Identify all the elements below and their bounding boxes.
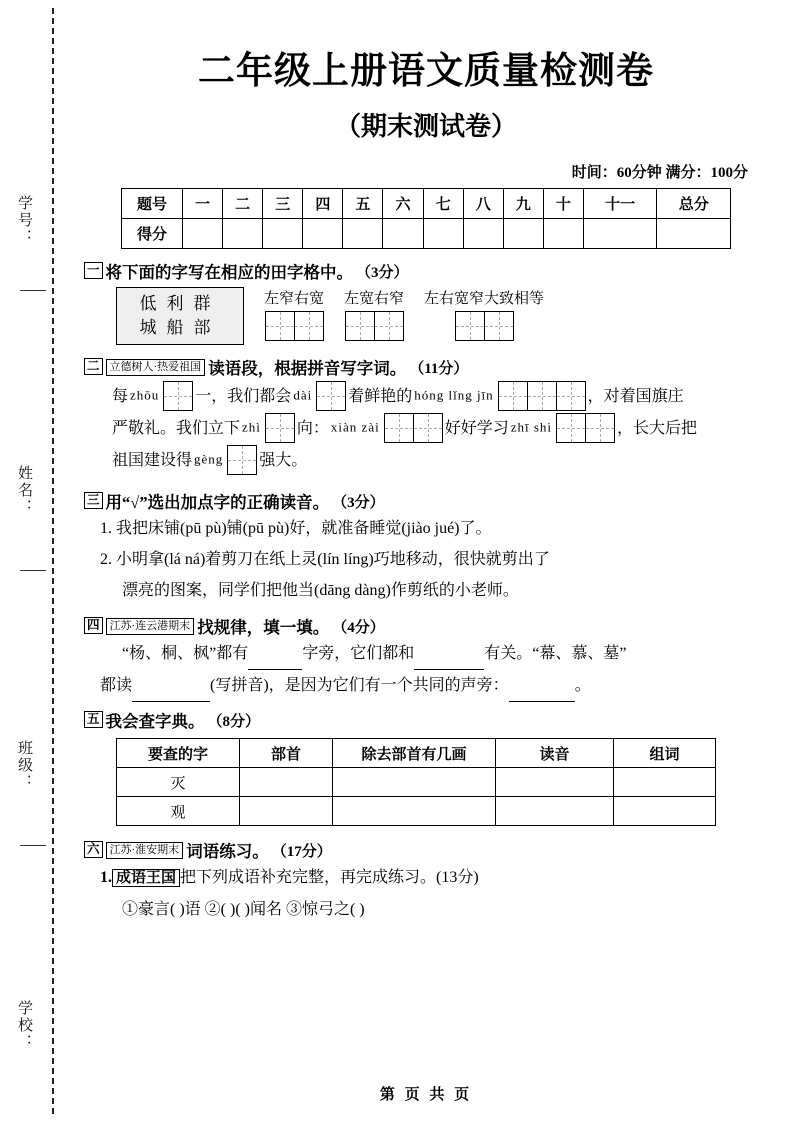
- answer-grid[interactable]: [227, 445, 257, 475]
- section-header-2: [70, 355, 782, 379]
- pinyin-label: dài: [293, 387, 313, 403]
- text-fragment: 每: [112, 388, 129, 405]
- score-cell[interactable]: [503, 219, 543, 249]
- score-table-row-header: 题号: [122, 189, 183, 219]
- section-title-1: 将下面的字写在相应的田字格中。: [105, 263, 354, 282]
- pinyin-label: gèng: [194, 451, 224, 467]
- text-fragment: 强大。: [259, 452, 308, 469]
- score-cell[interactable]: [343, 219, 383, 249]
- score-table-col: 二: [223, 189, 263, 219]
- answer-grid[interactable]: [556, 413, 615, 443]
- section-title-3: 用“√”选出加点字的正确读音。: [105, 493, 330, 512]
- tianzige-cell[interactable]: [498, 381, 528, 411]
- section-number-2: 二: [84, 358, 103, 375]
- section-header-5: [70, 708, 782, 732]
- dict-answer-cell[interactable]: [614, 797, 716, 826]
- sidebar-item-school: 学校：: [16, 1000, 32, 1051]
- sidebar-divider: [20, 290, 46, 291]
- text-fragment: ，对着国旗庄: [587, 388, 684, 405]
- sub-question-index: 1.: [100, 869, 112, 886]
- pinyin-answer-unit[interactable]: [242, 413, 295, 443]
- tianzige-cell[interactable]: [556, 381, 586, 411]
- section-header-1: [70, 259, 782, 283]
- tianzige-cell[interactable]: [163, 381, 193, 411]
- pinyin-answer-unit[interactable]: [293, 381, 346, 411]
- tianzige-cell[interactable]: [265, 413, 295, 443]
- score-table-col: 六: [383, 189, 423, 219]
- score-cell[interactable]: [543, 219, 583, 249]
- dict-char-cell: 观: [117, 797, 240, 826]
- score-table-col: 四: [303, 189, 343, 219]
- question-4-line-2[interactable]: [70, 670, 782, 702]
- question-3-1[interactable]: 1. 我把床铺(pū pù)铺(pū pù)好，就准备睡觉(jiào jué)了。: [100, 520, 492, 537]
- char: 低: [139, 294, 167, 313]
- structure-label: 左右宽窄大致相等: [424, 291, 545, 307]
- pinyin-line-2: [110, 413, 782, 443]
- text-fragment: 有关。“幕、慕、墓”: [484, 645, 627, 662]
- char: 城: [139, 318, 167, 337]
- pinyin-line-3: [110, 445, 782, 475]
- section-header-3: [70, 489, 782, 513]
- pinyin-label: zhī shi: [510, 419, 553, 435]
- sidebar-item-class: 班级：: [16, 740, 32, 791]
- section-points-5: （8分）: [207, 713, 261, 730]
- score-table: [121, 188, 731, 249]
- question-3-2[interactable]: 2. 小明拿(lá ná)着剪刀在纸上灵(lín líng)巧地移动，很快就剪出了: [100, 551, 550, 568]
- section-title-4: 找规律，填一填。: [197, 618, 330, 637]
- pinyin-answer-unit[interactable]: [414, 381, 585, 411]
- score-table-row-header: 得分: [122, 219, 183, 249]
- score-cell[interactable]: [583, 219, 656, 249]
- section-header-4: [70, 614, 782, 638]
- dict-answer-cell[interactable]: [496, 768, 614, 797]
- structure-label: 左宽右窄: [344, 291, 405, 307]
- exam-content: [70, 0, 782, 1122]
- text-fragment: “杨、桐、枫”都有: [122, 645, 249, 662]
- text-fragment: ，长大后把: [617, 420, 698, 437]
- score-table-col: 总分: [657, 189, 731, 219]
- answer-grid[interactable]: [163, 381, 193, 411]
- section-header-6: [70, 838, 782, 862]
- score-cell[interactable]: [223, 219, 263, 249]
- page-footer: 第 页 共 页: [379, 1087, 473, 1103]
- sidebar-divider: [20, 845, 46, 846]
- score-cell[interactable]: [423, 219, 463, 249]
- char: 利: [166, 294, 194, 313]
- score-table-col: 十: [543, 189, 583, 219]
- structure-group-1: [264, 287, 324, 341]
- answer-blank[interactable]: [414, 638, 484, 670]
- dict-col-header: 部首: [240, 739, 333, 768]
- tianzige-cell[interactable]: [345, 311, 375, 341]
- score-table-col: 一: [183, 189, 223, 219]
- tianzige-cell[interactable]: [374, 311, 404, 341]
- text-fragment: 着鲜艳的: [348, 388, 413, 405]
- table-row: [122, 189, 731, 219]
- section-points-3: （3分）: [332, 494, 385, 511]
- page-subtitle: （期末测试卷）: [334, 112, 517, 141]
- tianzige-cell[interactable]: [413, 413, 443, 443]
- answer-blank[interactable]: [509, 670, 575, 702]
- dict-answer-cell[interactable]: [614, 768, 716, 797]
- char: 群: [193, 294, 221, 313]
- text-fragment: 把下列成语补充完整，再完成练习。(13分): [180, 869, 479, 886]
- pinyin-label: zhì: [242, 419, 261, 435]
- dict-answer-cell[interactable]: [496, 797, 614, 826]
- answer-grid[interactable]: [265, 311, 324, 341]
- section-number-4: 四: [84, 617, 103, 634]
- score-cell[interactable]: [657, 219, 731, 249]
- text-fragment: 一，我们都会: [195, 388, 292, 405]
- dict-answer-cell[interactable]: [240, 768, 333, 797]
- section-number-5: 五: [84, 711, 103, 728]
- sidebar-item-name: 姓名：: [16, 465, 32, 516]
- tianzige-cell[interactable]: [316, 381, 346, 411]
- dict-col-header: 读音: [496, 739, 614, 768]
- section-tag-2: 立德树人·热爱祖国: [106, 359, 206, 376]
- text-fragment: 向：: [296, 420, 329, 437]
- answer-blank[interactable]: [248, 638, 302, 670]
- text-fragment: 字旁，它们都和: [302, 645, 415, 662]
- pinyin-answer-unit[interactable]: [511, 413, 615, 443]
- score-table-col: 五: [343, 189, 383, 219]
- table-row: [117, 739, 716, 768]
- tianzige-cell[interactable]: [294, 311, 324, 341]
- table-row: [122, 219, 731, 249]
- section-1-body: [70, 287, 782, 345]
- section-title-6: 词语练习。: [186, 842, 269, 861]
- section-number-1: 一: [84, 262, 103, 279]
- score-cell[interactable]: [303, 219, 343, 249]
- score-table-col: 七: [423, 189, 463, 219]
- sidebar: [6, 0, 52, 1122]
- score-cell[interactable]: [183, 219, 223, 249]
- tianzige-cell[interactable]: [484, 311, 514, 341]
- section-tag-4: 江苏·连云港期末: [106, 618, 195, 635]
- dict-col-header: 组词: [614, 739, 716, 768]
- text-fragment: 严敬礼。我们立下: [112, 420, 241, 437]
- section-points-1: （3分）: [356, 264, 409, 281]
- answer-grid[interactable]: [455, 311, 514, 341]
- dict-answer-cell[interactable]: [240, 797, 333, 826]
- question-3-2-cont[interactable]: 漂亮的图案，同学们把他当(dāng dàng)作剪纸的小老师。: [122, 582, 519, 599]
- section-number-3: 三: [84, 492, 103, 509]
- answer-grid[interactable]: [498, 381, 586, 411]
- structure-group-3: [424, 287, 544, 341]
- dictionary-table: [116, 738, 716, 826]
- tianzige-cell[interactable]: [527, 381, 557, 411]
- answer-grid[interactable]: [316, 381, 346, 411]
- section-points-6: （17分）: [271, 843, 332, 860]
- score-cell[interactable]: [263, 219, 303, 249]
- section-2-body: [70, 381, 782, 475]
- cut-line: [52, 8, 54, 1114]
- tianzige-cell[interactable]: [585, 413, 615, 443]
- character-list: [116, 287, 244, 345]
- score-table-col: 九: [503, 189, 543, 219]
- text-fragment: 。: [574, 677, 591, 694]
- char: 船: [166, 318, 194, 337]
- score-cell[interactable]: [383, 219, 423, 249]
- pinyin-answer-unit[interactable]: [130, 381, 193, 411]
- char: 部: [193, 318, 221, 337]
- pinyin-label: zhōu: [130, 387, 160, 403]
- dict-col-header: 要查的字: [117, 739, 240, 768]
- badge-idiom-kingdom: 成语王国: [112, 869, 180, 887]
- answer-grid[interactable]: [384, 413, 443, 443]
- section-points-4: （4分）: [332, 619, 385, 636]
- structure-label: 左窄右宽: [264, 291, 325, 307]
- idiom-fill-line[interactable]: ①豪言( )语 ②( )( )闻名 ③惊弓之( ): [122, 901, 365, 918]
- tianzige-cell[interactable]: [556, 413, 586, 443]
- tianzige-cell[interactable]: [455, 311, 485, 341]
- dict-char-cell: 灭: [117, 768, 240, 797]
- text-fragment: 祖国建设得: [112, 452, 193, 469]
- pinyin-label: xiàn zài: [330, 419, 380, 435]
- structure-group-2: [344, 287, 404, 341]
- answer-grid[interactable]: [345, 311, 404, 341]
- page-title: 二年级上册语文质量检测卷: [198, 51, 654, 92]
- section-number-6: 六: [84, 841, 103, 858]
- pinyin-answer-unit[interactable]: [331, 413, 443, 443]
- score-table-col: 十一: [583, 189, 656, 219]
- question-4-line-1[interactable]: [70, 638, 782, 670]
- sidebar-divider: [20, 570, 46, 571]
- text-fragment: 好好学习: [444, 420, 509, 437]
- pinyin-line-1: [110, 381, 782, 411]
- section-tag-6: 江苏·淮安期末: [106, 842, 184, 859]
- section-title-5: 我会查字典。: [105, 712, 205, 731]
- text-fragment: (写拼音)，是因为它们有一个共同的声旁：: [210, 677, 509, 694]
- tianzige-cell[interactable]: [227, 445, 257, 475]
- dict-answer-cell[interactable]: [333, 797, 496, 826]
- answer-grid[interactable]: [265, 413, 295, 443]
- score-table-col: 三: [263, 189, 303, 219]
- tianzige-cell[interactable]: [265, 311, 295, 341]
- score-table-col: 八: [463, 189, 503, 219]
- text-fragment: 都读: [100, 677, 133, 694]
- table-row: [117, 797, 716, 826]
- pinyin-label: hóng lǐng jīn: [414, 387, 494, 403]
- dict-answer-cell[interactable]: [333, 768, 496, 797]
- tianzige-cell[interactable]: [384, 413, 414, 443]
- sidebar-item-student-id: 学号：: [16, 195, 32, 246]
- table-row: [117, 768, 716, 797]
- answer-blank[interactable]: [132, 670, 210, 702]
- question-6-1: [70, 862, 782, 894]
- exam-time-info: 时间：60分钟 满分：100分: [571, 165, 748, 181]
- section-title-2: 读语段，根据拼音写字词。: [208, 359, 407, 378]
- dict-col-header: 除去部首有几画: [333, 739, 496, 768]
- section-points-2: （11分）: [409, 360, 469, 377]
- pinyin-answer-unit[interactable]: [194, 445, 257, 475]
- score-cell[interactable]: [463, 219, 503, 249]
